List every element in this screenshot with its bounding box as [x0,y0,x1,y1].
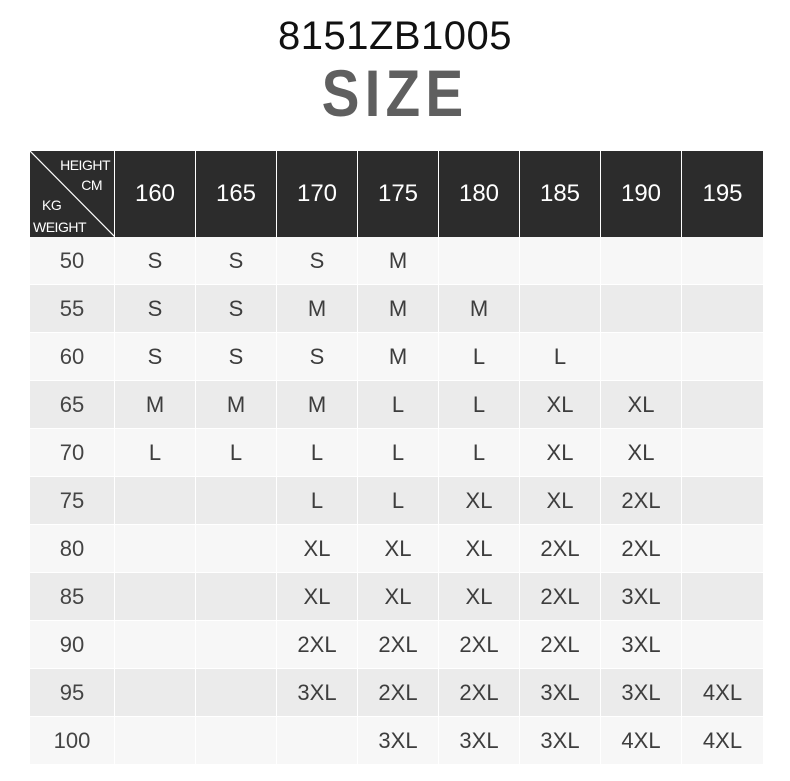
weight-cell: 85 [30,573,115,621]
size-cell: L [439,429,520,477]
weight-cell: 55 [30,285,115,333]
size-cell: S [196,285,277,333]
corner-header-cell [30,151,115,237]
size-cell: 3XL [601,621,682,669]
height-header-cell: 175 [358,151,439,237]
height-header-cell: 190 [601,151,682,237]
size-chart-table [30,151,763,765]
size-cell: L [196,429,277,477]
table-row [30,621,763,669]
size-cell: S [196,333,277,381]
size-cell: 2XL [601,525,682,573]
size-cell: L [520,333,601,381]
size-cell: XL [439,525,520,573]
size-cell: 2XL [520,573,601,621]
size-cell [682,477,763,525]
size-cell [115,477,196,525]
size-cell: XL [358,525,439,573]
height-header-cell: 170 [277,151,358,237]
size-cell [682,381,763,429]
table-row [30,333,763,381]
size-cell: S [196,237,277,285]
size-cell: 3XL [601,573,682,621]
size-cell: S [115,285,196,333]
size-cell: M [358,237,439,285]
table-row [30,477,763,525]
size-cell: XL [277,573,358,621]
size-cell: L [277,477,358,525]
height-header-cell: 180 [439,151,520,237]
table-row [30,285,763,333]
size-cell: L [439,333,520,381]
header-row [30,151,763,237]
size-cell: 2XL [277,621,358,669]
size-cell [196,525,277,573]
corner-height-label: HEIGHT [60,157,110,173]
corner-weight-unit: KG [42,197,62,213]
size-cell [196,669,277,717]
size-cell [682,285,763,333]
size-cell: XL [520,381,601,429]
size-cell [682,621,763,669]
size-cell [601,333,682,381]
size-cell [682,237,763,285]
size-cell: M [439,285,520,333]
weight-cell: 90 [30,621,115,669]
size-cell: L [358,477,439,525]
size-title: SIZE [321,56,469,130]
size-cell: S [277,237,358,285]
size-cell [277,717,358,765]
size-cell: 3XL [439,717,520,765]
size-cell: XL [358,573,439,621]
table-row [30,525,763,573]
size-cell [520,285,601,333]
size-cell: L [277,429,358,477]
size-cell: 2XL [358,669,439,717]
model-number: 8151ZB1005 [277,14,513,58]
size-cell: 3XL [358,717,439,765]
size-cell: XL [520,477,601,525]
size-cell [115,525,196,573]
size-cell: L [439,381,520,429]
size-cell: M [115,381,196,429]
size-cell: S [277,333,358,381]
size-cell: M [277,285,358,333]
size-cell: 2XL [439,621,520,669]
size-cell: M [277,381,358,429]
size-cell [115,621,196,669]
size-cell: 2XL [358,621,439,669]
size-cell [196,621,277,669]
weight-cell: 50 [30,237,115,285]
size-cell [115,717,196,765]
corner-weight-label: WEIGHT [33,219,86,235]
size-cell: S [115,237,196,285]
size-cell: 2XL [601,477,682,525]
size-cell: 4XL [682,669,763,717]
table-row [30,237,763,285]
weight-cell: 65 [30,381,115,429]
size-cell [601,237,682,285]
size-cell [682,333,763,381]
size-cell: M [196,381,277,429]
size-cell: XL [601,429,682,477]
height-header-cell: 195 [682,151,763,237]
size-cell [196,717,277,765]
size-cell: 4XL [601,717,682,765]
size-cell [520,237,601,285]
size-cell: XL [601,381,682,429]
size-cell: 2XL [520,621,601,669]
table-row [30,573,763,621]
size-cell [115,669,196,717]
size-cell: M [358,333,439,381]
table-row [30,717,763,765]
size-cell: S [115,333,196,381]
size-cell: M [358,285,439,333]
corner-height-unit: CM [81,177,102,193]
weight-cell: 70 [30,429,115,477]
size-cell: 2XL [439,669,520,717]
weight-cell: 60 [30,333,115,381]
size-cell: 4XL [682,717,763,765]
size-cell: XL [439,573,520,621]
size-cell [682,429,763,477]
size-cell [682,525,763,573]
size-cell [115,573,196,621]
size-cell [196,573,277,621]
height-header-cell: 165 [196,151,277,237]
size-cell: XL [439,477,520,525]
weight-cell: 95 [30,669,115,717]
size-cell: 3XL [520,717,601,765]
size-cell: 3XL [277,669,358,717]
height-header-cell: 160 [115,151,196,237]
size-cell: L [358,429,439,477]
table-row [30,669,763,717]
size-cell: L [358,381,439,429]
weight-cell: 75 [30,477,115,525]
size-cell: XL [520,429,601,477]
weight-cell: 80 [30,525,115,573]
size-cell: L [115,429,196,477]
height-header-cell: 185 [520,151,601,237]
table-row [30,381,763,429]
weight-cell: 100 [30,717,115,765]
size-cell: XL [277,525,358,573]
size-cell [196,477,277,525]
size-cell: 2XL [520,525,601,573]
size-cell: 3XL [520,669,601,717]
table-row [30,429,763,477]
size-cell: 3XL [601,669,682,717]
size-cell [439,237,520,285]
size-cell [601,285,682,333]
size-cell [682,573,763,621]
